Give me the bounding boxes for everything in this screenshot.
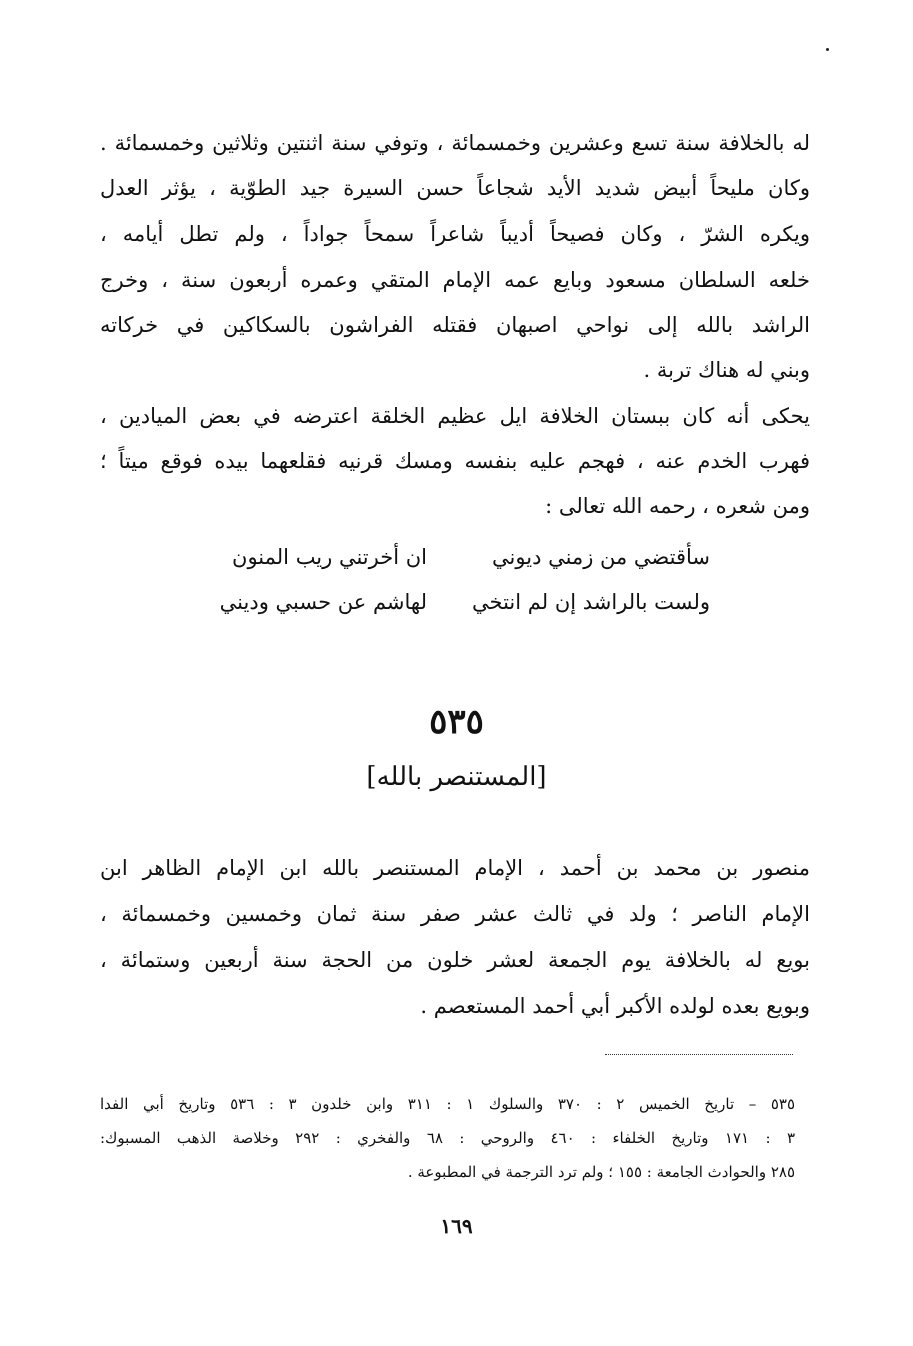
- text-line: ومن شعره ، رحمه الله تعالى :: [545, 494, 810, 518]
- text-line: الراشد بالله إلى نواحي اصبهان فقتله الفراشون بالسكاكين في خركاته: [100, 313, 811, 337]
- text-line: له بالخلافة سنة تسع وعشرين وخمسمائة ، وتوفي سنة اثنتين وثلاثين وخمسمائة .: [100, 131, 810, 155]
- text-line: ويكره الشرّ ، وكان فصيحاً أديباً شاعراً سمحاً جواداً ، ولم تطل أيامه ،: [100, 222, 810, 246]
- page-number: ١٦٩: [440, 1214, 473, 1238]
- footnote-separator: [605, 1054, 793, 1055]
- text-line: وبويع بعده لولده الأكبر أبي أحمد المستعصم .: [420, 994, 810, 1018]
- text-line: خلعه السلطان مسعود وبايع عمه الإمام المتقي وعمره أربعون سنة ، وخرج: [100, 268, 810, 292]
- footnote-line: ٣ : ١٧١ وتاريخ الخلفاء : ٤٦٠ والروحي : ٦٨ والفخري : ٢٩٢ وخلاصة الذهب المسبوك:: [100, 1129, 795, 1147]
- footnote-line: ٥٣٥ – تاريخ الخميس ٢ : ٣٧٠ والسلوك ١ : ٣١١ وابن خلدون ٣ : ٥٣٦ وتاريخ أبي الفدا: [100, 1095, 796, 1113]
- verse-second-hemistich: ان أخرتني ريب المنون: [232, 545, 427, 569]
- text-line: وكان مليحاً أبيض شديد الأيد شجاعاً حسن السيرة جيد الطوّية ، يؤثر العدل: [100, 176, 810, 200]
- verse-second-hemistich: لهاشم عن حسبي وديني: [219, 590, 427, 614]
- text-line: فهرب الخدم عنه ، فهجم عليه بنفسه ومسك قرنيه فقلعهما بيده فوقع ميتاً ؛: [100, 449, 810, 473]
- text-line: يحكى أنه كان ببستان الخلافة ايل عظيم الخلقة اعترضه في بعض الميادين ،: [100, 404, 810, 428]
- entry-number: ٥٣٥: [429, 702, 484, 742]
- text-line: وبني له هناك تربة .: [643, 358, 810, 382]
- verse-first-hemistich: سأقتضي من زمني ديوني: [492, 545, 710, 569]
- margin-dot: [826, 48, 829, 51]
- footnote-line: ٢٨٥ والحوادث الجامعة : ١٥٥ ؛ ولم ترد الترجمة في المطبوعة .: [407, 1163, 795, 1181]
- entry-title: [المستنصر بالله]: [366, 762, 547, 792]
- text-line: الإمام الناصر ؛ ولد في ثالث عشر صفر سنة ثمان وخمسين وخمسمائة ،: [100, 902, 810, 926]
- text-line: بويع له بالخلافة يوم الجمعة لعشر خلون من الحجة سنة أربعين وستمائة ،: [100, 948, 810, 972]
- text-line: منصور بن محمد بن أحمد ، الإمام المستنصر بالله ابن الإمام الظاهر ابن: [100, 856, 810, 880]
- verse-first-hemistich: ولست بالراشد إن لم انتخي: [472, 590, 710, 614]
